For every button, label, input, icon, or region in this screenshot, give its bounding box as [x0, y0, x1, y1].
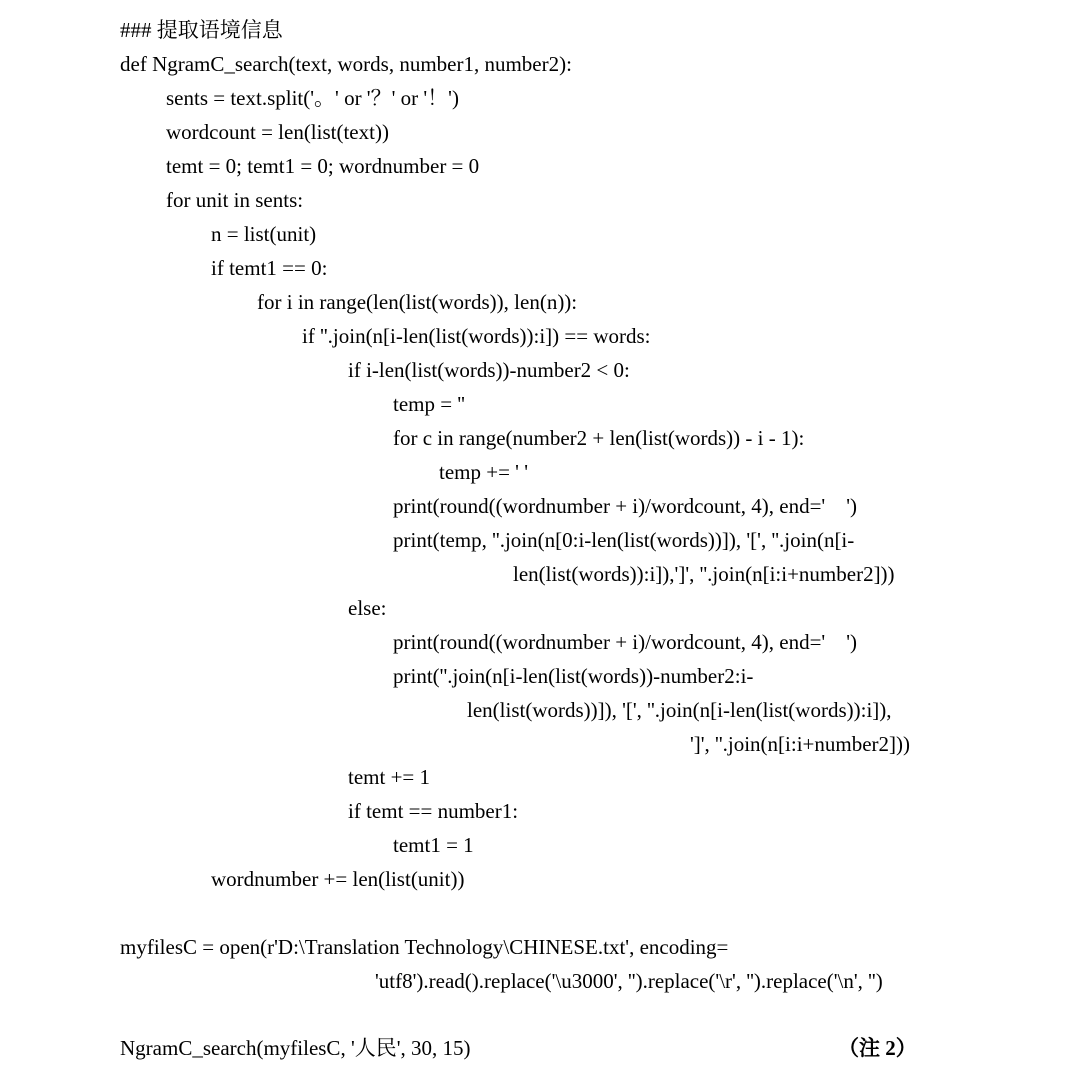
code-line: if ''.join(n[i-len(list(words)):i]) == words:: [302, 324, 651, 348]
code-line: 'utf8').read().replace('\u3000', '').replace('\r', '').replace('\n', ''): [375, 969, 883, 993]
code-line: wordnumber += len(list(unit)): [211, 867, 465, 891]
code-line-heading: ### 提取语境信息: [120, 18, 283, 42]
code-line: for unit in sents:: [166, 188, 304, 212]
code-line: if temt == number1:: [348, 799, 519, 823]
code-line: temt += 1: [348, 765, 431, 789]
code-line: print(round((wordnumber + i)/wordcount, 4), end=' '): [393, 630, 857, 654]
code-line: wordcount = len(list(text)): [166, 120, 389, 144]
code-line: sents = text.split('。' or '？' or '！'): [166, 86, 459, 110]
code-line: NgramC_search(myfilesC, '人民', 30, 15): [120, 1036, 471, 1060]
code-line: for c in range(number2 + len(list(words)) - i - 1):: [393, 426, 805, 450]
code-line: if i-len(list(words))-number2 < 0:: [348, 358, 630, 382]
code-line: if temt1 == 0:: [211, 256, 328, 280]
code-line: temp = '': [393, 392, 465, 416]
code-line: myfilesC = open(r'D:\Translation Technology\CHINESE.txt', encoding=: [120, 935, 729, 959]
code-line: temt = 0; temt1 = 0; wordnumber = 0: [166, 154, 480, 178]
code-line: def NgramC_search(text, words, number1, number2):: [120, 52, 572, 76]
code-line: len(list(words))]), '[', ''.join(n[i-len(list(words)):i]),: [467, 698, 892, 722]
code-line: ']', ''.join(n[i:i+number2])): [690, 732, 911, 756]
code-line: n = list(unit): [211, 222, 317, 246]
code-line: else:: [348, 596, 387, 620]
code-line: len(list(words)):i]),']', ''.join(n[i:i+number2])): [513, 562, 895, 586]
code-line: temt1 = 1: [393, 833, 474, 857]
code-line: temp += ' ': [439, 460, 528, 484]
code-line: print(''.join(n[i-len(list(words))-number2:i-: [393, 664, 754, 688]
footnote-marker: （注 2）: [838, 1036, 917, 1060]
code-line: print(temp, ''.join(n[0:i-len(list(words))]), '[', ''.join(n[i-: [393, 528, 855, 552]
code-line: for i in range(len(list(words)), len(n)):: [257, 290, 578, 314]
code-line: print(round((wordnumber + i)/wordcount, 4), end=' '): [393, 494, 857, 518]
